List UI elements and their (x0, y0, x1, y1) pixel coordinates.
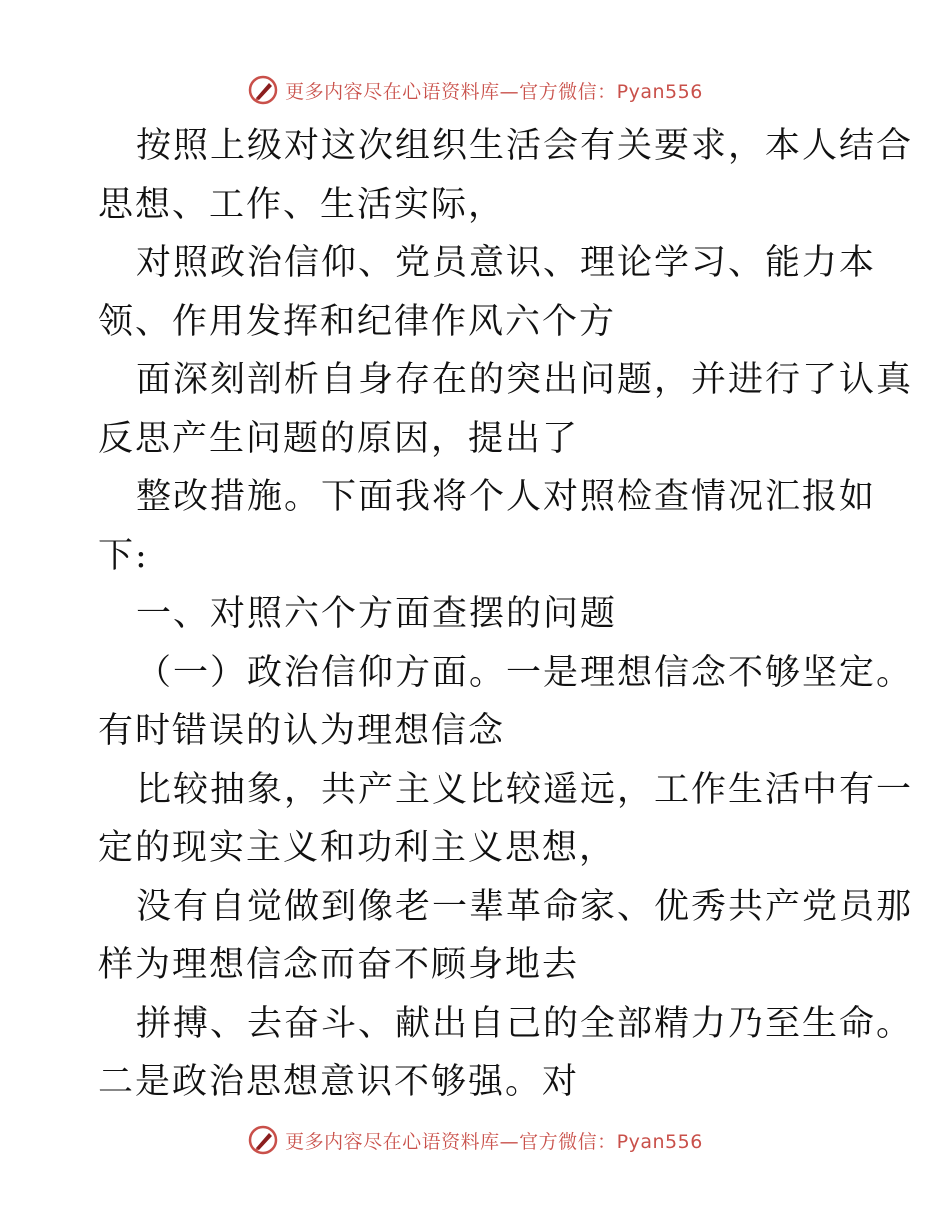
pen-logo-icon (247, 74, 279, 106)
text-line: 反思产生问题的原因，提出了 (98, 418, 580, 459)
text-line: 对照政治信仰、党员意识、理论学习、能力本 (136, 243, 877, 283)
text-line: 整改措施。下面我将个人对照检查情况汇报如 (136, 477, 877, 517)
section-heading: 一、对照六个方面查摆的问题 (136, 594, 618, 634)
text-line: 样为理想信念而奋不顾身地去 (98, 945, 580, 985)
pen-logo-icon (247, 1124, 279, 1156)
text-line: 领、作用发挥和纪律作风六个方 (98, 301, 617, 342)
text-line: 按照上级对这次组织生活会有关要求，本人结合 (136, 126, 914, 166)
text-line: 比较抽象，共产主义比较遥远，工作生活中有一 (136, 769, 914, 810)
body-text (98, 117, 914, 1112)
header-watermark-banner (0, 70, 950, 110)
footer-watermark-banner (0, 1120, 950, 1160)
text-line: 有时错误的认为理想信念 (98, 711, 506, 751)
text-line: 二是政治思想意识不够强。对 (98, 1062, 580, 1102)
text-line: 拼搏、去奋斗、献出自己的全部精力乃至生命。 (136, 1003, 914, 1044)
header-watermark-text: 更多内容尽在心语资料库—官方微信：Pyan556 (285, 80, 703, 103)
text-line: 思想、工作、生活实际， (98, 184, 506, 225)
text-line: 定的现实主义和功利主义思想， (98, 828, 617, 868)
text-line: 没有自觉做到像老一辈革命家、优秀共产党员那 (136, 886, 914, 927)
footer-watermark-text: 更多内容尽在心语资料库—官方微信：Pyan556 (285, 1130, 703, 1153)
text-line: （一）政治信仰方面。一是理想信念不够坚定。 (136, 652, 914, 693)
text-line: 面深刻剖析自身存在的突出问题，并进行了认真 (136, 360, 914, 400)
text-line: 下: (98, 535, 149, 576)
